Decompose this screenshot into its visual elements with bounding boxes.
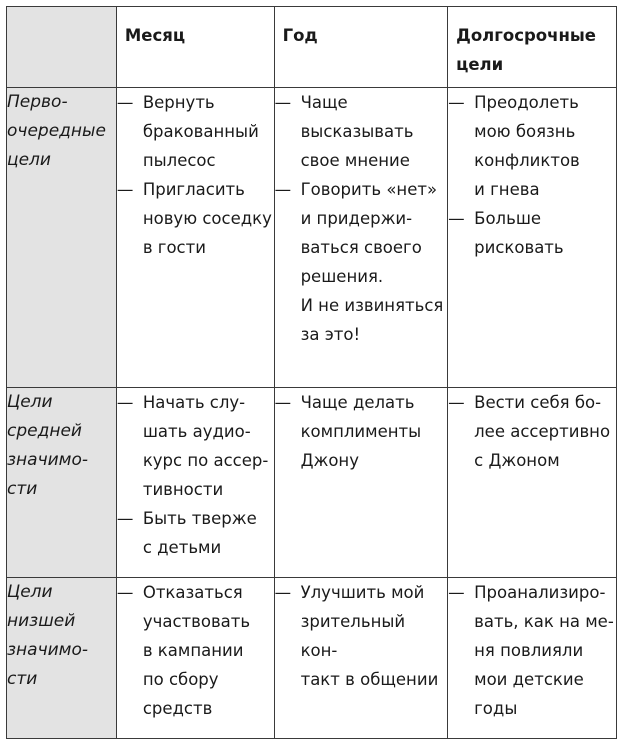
row-label-primary: Перво- очередные цели <box>7 88 117 388</box>
goal-text: Вести себя бо- лее ассертивно с Джоном <box>474 393 611 470</box>
row-label-medium: Цели средней значимо- сти <box>7 388 117 578</box>
cell-low-month <box>116 578 274 739</box>
dash-marker: — <box>116 93 134 112</box>
dash-marker: — <box>116 583 134 602</box>
list-item <box>448 88 616 204</box>
cell-medium-month <box>116 388 274 578</box>
cell-primary-month <box>116 88 274 388</box>
row-label-low: Цели низшей значимо- сти <box>7 578 117 739</box>
list-item <box>117 175 274 262</box>
goal-text: Больше рисковать <box>474 209 564 257</box>
goal-text: Улучшить мой зрительный кон- такт в общении <box>300 583 439 689</box>
header-long-term: Долгосрочные цели <box>448 7 617 88</box>
dash-marker: — <box>274 393 292 412</box>
header-month: Месяц <box>116 7 274 88</box>
goal-text: Чаще высказывать свое мнение <box>300 93 414 170</box>
header-year: Год <box>274 7 448 88</box>
list-item <box>448 204 616 262</box>
dash-marker: — <box>116 393 134 412</box>
goal-text: Проанализиро- вать, как на ме- ня повлияли мои детские годы <box>474 583 614 718</box>
dash-marker: — <box>274 180 292 199</box>
goal-text: Пригласить новую соседку в гости <box>142 180 272 257</box>
goal-text: Быть тверже с детьми <box>142 509 257 557</box>
table-row <box>7 88 617 388</box>
list-item <box>117 504 274 562</box>
dash-marker: — <box>116 509 134 528</box>
list-item <box>117 88 274 175</box>
corner-cell <box>7 7 117 88</box>
table-row <box>7 388 617 578</box>
goal-text: Отказаться участвовать в кампании по сбору средств <box>142 583 251 718</box>
cell-low-year <box>274 578 448 739</box>
list-item <box>275 88 448 175</box>
list-item <box>117 388 274 504</box>
dash-marker: — <box>448 583 465 602</box>
cell-medium-long-term <box>448 388 617 578</box>
goal-text: Чаще делать комплименты Джону <box>300 393 422 470</box>
dash-marker: — <box>448 209 465 228</box>
dash-marker: — <box>274 583 292 602</box>
list-item <box>275 578 448 694</box>
cell-primary-year <box>274 88 448 388</box>
dash-marker: — <box>274 93 292 112</box>
goal-text: Вернуть бракованный пылесос <box>142 93 259 170</box>
table-row <box>7 578 617 739</box>
cell-primary-long-term <box>448 88 617 388</box>
header-row <box>7 7 617 88</box>
list-item <box>275 388 448 475</box>
dash-marker: — <box>448 93 465 112</box>
list-item <box>275 175 448 349</box>
cell-medium-year <box>274 388 448 578</box>
goal-text: Преодолеть мою боязнь конфликтов и гнева <box>474 93 580 199</box>
list-item <box>448 388 616 475</box>
dash-marker: — <box>448 393 465 412</box>
list-item <box>117 578 274 723</box>
list-item <box>448 578 616 723</box>
cell-low-long-term <box>448 578 617 739</box>
dash-marker: — <box>116 180 134 199</box>
goal-text: Начать слу- шать аудио- курс по ассер- тивности <box>142 393 269 499</box>
goal-text: Говорить «нет» и придержи- ваться своего решения. И не извиняться за это! <box>300 180 444 344</box>
goals-table <box>6 6 617 739</box>
